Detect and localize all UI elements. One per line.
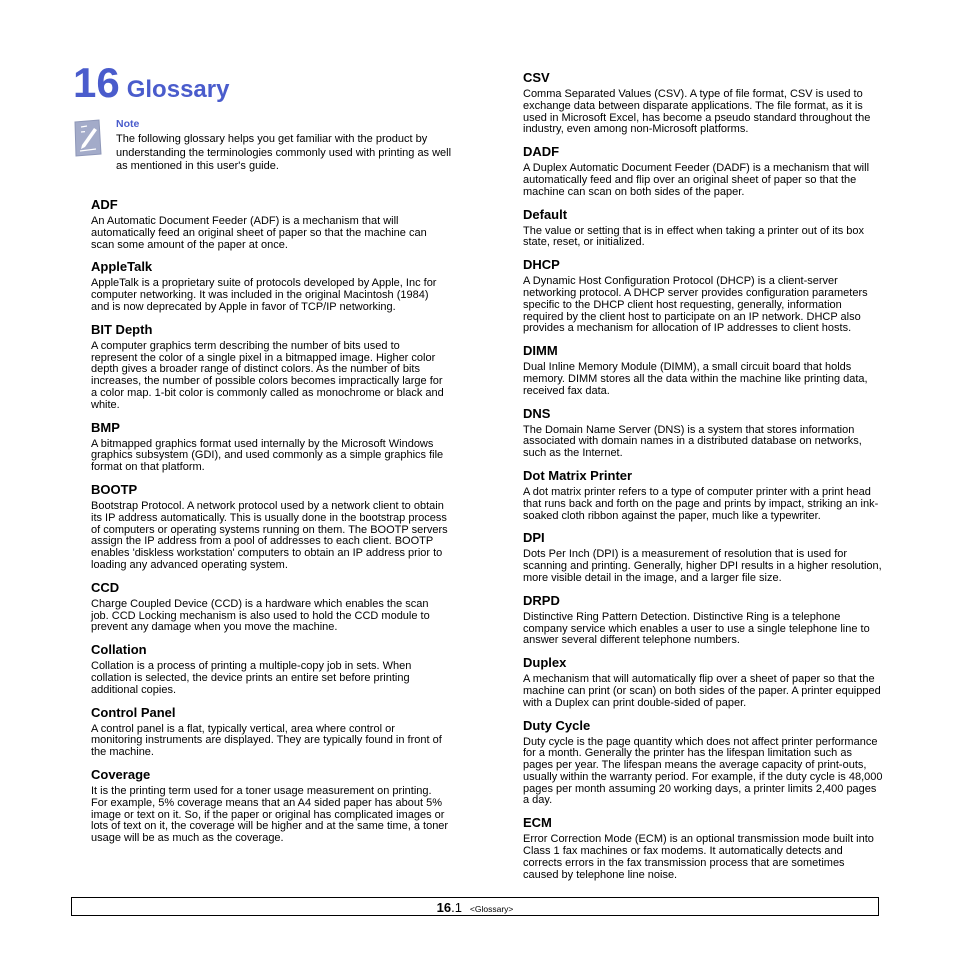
glossary-term: BMP (91, 419, 120, 435)
glossary-entry (523, 207, 883, 250)
glossary-entry (91, 705, 449, 759)
glossary-column-right (523, 70, 883, 889)
glossary-definition: Charge Coupled Device (CCD) is a hardware which enables the scan job. CCD Locking mechanism is also used to hold the CCD module to prevent any damage when you move the machine. (91, 597, 430, 634)
glossary-definition: A control panel is a flat, typically vertical, area where control or monitoring instruments are displayed. They are typically found in front of the machine. (91, 722, 442, 759)
glossary-definition: AppleTalk is a proprietary suite of protocols developed by Apple, Inc for computer networking. It was included in the original Macintosh (1984) and is now deprecated by Apple in favor of TCP/IP networking. (91, 277, 437, 313)
glossary-term: CCD (91, 579, 120, 595)
glossary-definition: Collation is a process of printing a multiple-copy job in sets. When collation is selected, the device prints an entire set before printing additional copies. (91, 660, 412, 696)
glossary-term: CSV (523, 70, 550, 85)
glossary-term: Duplex (523, 655, 567, 671)
glossary-entry (523, 144, 883, 198)
glossary-entry (91, 642, 449, 696)
glossary-definition: A computer graphics term describing the number of bits used to represent the color of a single pixel in a bitmapped image. Higher color depth gives a broader range of distinct colors. As the number of bits increases, the number of possible colors becomes impractically large for a color map. 1-bit color is commonly called as monochrome or black and white. (91, 339, 444, 411)
glossary-definition: Duty cycle is the page quantity which does not affect printer performance for a month. Generally the printer has the lifespan limitation such as pages per year. The lifespan means the average capacity of print-outs, usually within the warranty period. For example, if the duty cycle is 48,000 pages per month assuming 20 working days, a printer limits 2,400 pages a day. (523, 735, 883, 807)
note-pencil-icon (72, 118, 104, 158)
glossary-term: DADF (523, 144, 560, 160)
page-number: 16 (436, 900, 452, 915)
glossary-column-left (91, 197, 449, 853)
glossary-entry (91, 197, 449, 251)
glossary-term: BIT Depth (91, 321, 153, 337)
glossary-definition: It is the printing term used for a toner usage measurement on printing. For example, 5% coverage means that an A4 sided paper has about 5% image or text on it. So, if the paper or original has complicated images or lots of text on it, the coverage will be higher and at the same time, a toner usage will be as much as the coverage. (91, 784, 449, 845)
glossary-definition: A Dynamic Host Configuration Protocol (DHCP) is a client-server networking protocol. A DHCP server provides configuration parameters specific to the DHCP client host requesting, generally, information required by the client host to participate on an IP network. DHCP also provides a mechanism for allocation of IP addresses to client hosts. (523, 275, 868, 335)
glossary-entry (523, 593, 883, 647)
glossary-definition: Bootstrap Protocol. A network protocol used by a network client to obtain its IP address automatically. This is usually done in the bootstrap process of computers or operating systems running on them. The BOOTP servers assign the IP address from a pool of addresses to each client. BOOTP enables 'diskless workstation' computers to obtain an IP address prior to loading any advanced operating system. (91, 499, 448, 571)
glossary-term: Coverage (91, 766, 151, 782)
glossary-term: Control Panel (91, 704, 176, 720)
page-subnumber: .1 (451, 900, 462, 915)
page-footer (71, 897, 879, 916)
glossary-term: DNS (523, 405, 551, 421)
glossary-definition: A dot matrix printer refers to a type of computer printer with a print head that runs back and forth on the page and prints by impact, striking an ink-soaked cloth ribbon against the paper, much like a typewriter. (523, 485, 879, 522)
glossary-entry (523, 406, 883, 460)
glossary-entry (523, 530, 883, 584)
note-text: The following glossary helps you get familiar with the product by understanding the terminologies commonly used with printing as well as mentioned in this user's guide. (116, 133, 452, 172)
glossary-definition: A Duplex Automatic Document Feeder (DADF) is a mechanism that will automatically feed and flip over an original sheet of paper so that the machine can scan on both sides of the paper. (523, 162, 870, 198)
glossary-entry (91, 767, 449, 845)
note-label: Note (116, 118, 140, 130)
glossary-term: ECM (523, 815, 552, 831)
glossary-definition: A bitmapped graphics format used internally by the Microsoft Windows graphics subsystem (GDI), and used commonly as a simple graphics file format on that platform. (91, 437, 444, 474)
glossary-term: DPI (523, 530, 545, 546)
glossary-definition: The value or setting that is in effect when taking a printer out of its box state, reset, or initialized. (523, 224, 864, 249)
glossary-definition: The Domain Name Server (DNS) is a system that stores information associated with domain names in a distributed database on networks, such as the Internet. (523, 423, 862, 460)
glossary-term: DRPD (523, 592, 560, 608)
glossary-definition: Error Correction Mode (ECM) is an optional transmission mode built into Class 1 fax machines or fax modems. It automatically detects and corrects errors in the fax transmission process that are sometimes caused by telephone line noise. (523, 833, 874, 881)
glossary-entry (91, 482, 449, 572)
footer-content (72, 900, 878, 915)
footer-chapter-tag: <Glossary> (469, 904, 514, 914)
glossary-entry (523, 70, 883, 136)
glossary-term: AppleTalk (91, 259, 153, 275)
glossary-entry (523, 257, 883, 335)
glossary-definition: Dots Per Inch (DPI) is a measurement of resolution that is used for scanning and printing. Generally, higher DPI results in a higher resolution, more visible detail in the image, and a larger file size. (523, 548, 882, 584)
glossary-entry (91, 259, 449, 313)
glossary-entry (523, 468, 883, 522)
chapter-title: Glossary (126, 76, 230, 103)
glossary-entry (91, 322, 449, 412)
glossary-entry (523, 718, 883, 808)
glossary-definition: A mechanism that will automatically flip over a sheet of paper so that the machine can print (or scan) on both sides of the paper. A printer equipped with a Duplex can print double-sided of paper. (523, 673, 881, 709)
glossary-entry (91, 420, 449, 474)
glossary-definition: Comma Separated Values (CSV). A type of file format, CSV is used to exchange data between disparate applications. The file format, as it is used in Microsoft Excel, has become a pseudo standard throughout the industry, even among non-Microsoft platforms. (523, 88, 871, 136)
glossary-entry (523, 343, 883, 397)
glossary-definition: Distinctive Ring Pattern Detection. Distinctive Ring is a telephone company service which enables a user to use a single telephone line to answer several different telephone numbers. (523, 610, 870, 647)
glossary-term: Dot Matrix Printer (523, 467, 633, 483)
glossary-entry (523, 815, 883, 881)
glossary-term: BOOTP (91, 481, 138, 497)
glossary-term: Duty Cycle (523, 717, 591, 733)
glossary-entry (523, 655, 883, 709)
chapter-number: 16 (73, 59, 120, 106)
glossary-definition: Dual Inline Memory Module (DIMM), a small circuit board that holds memory. DIMM stores all the data within the machine like printing data, received fax data. (523, 361, 868, 397)
glossary-term: DHCP (523, 257, 560, 273)
glossary-term: Default (523, 206, 568, 222)
glossary-entry (91, 580, 449, 634)
glossary-term: Collation (91, 642, 147, 658)
chapter-heading (73, 59, 230, 106)
glossary-term: ADF (91, 197, 118, 212)
glossary-definition: An Automatic Document Feeder (ADF) is a mechanism that will automatically feed an original sheet of paper so that the machine can scan some amount of the paper at once. (91, 215, 427, 251)
glossary-term: DIMM (523, 343, 558, 359)
